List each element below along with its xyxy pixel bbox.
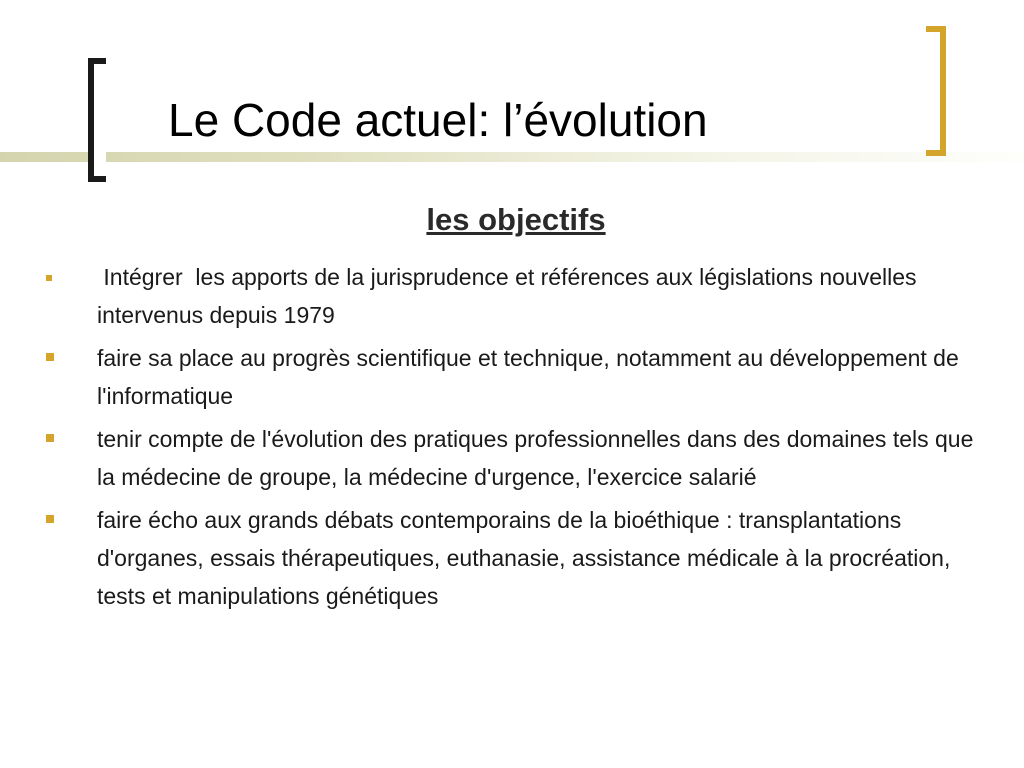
- bullet-text: faire écho aux grands débats contemporains de la bioéthique : transplantations d'organes, essais thérapeutiques, euthanasie, assistance médicale à la procréation, tests et manipulations génétiques: [97, 507, 951, 609]
- bullet-text: faire sa place au progrès scientifique et technique, notamment au développement de l'informatique: [97, 345, 959, 409]
- list-item: [44, 258, 994, 334]
- right-bracket-icon: [926, 26, 946, 156]
- slide-subtitle: les objectifs: [426, 202, 606, 237]
- square-bullet-icon: [46, 515, 54, 523]
- left-bracket-icon: [88, 58, 106, 182]
- square-bullet-icon: [46, 275, 52, 281]
- square-bullet-icon: [46, 353, 54, 361]
- list-item: [44, 339, 994, 415]
- bullet-list: [44, 258, 994, 620]
- title-divider: [0, 152, 1024, 162]
- slide-title: Le Code actuel: l’évolution: [168, 94, 708, 146]
- list-item: [44, 420, 994, 496]
- bullet-text: Intégrer les apports de la jurisprudence et références aux législations nouvelles intervenus depuis 1979: [97, 264, 923, 328]
- bullet-text: tenir compte de l'évolution des pratiques professionnelles dans des domaines tels que la médecine de groupe, la médecine d'urgence, l'exercice salarié: [97, 426, 974, 490]
- list-item: [44, 501, 994, 615]
- square-bullet-icon: [46, 434, 54, 442]
